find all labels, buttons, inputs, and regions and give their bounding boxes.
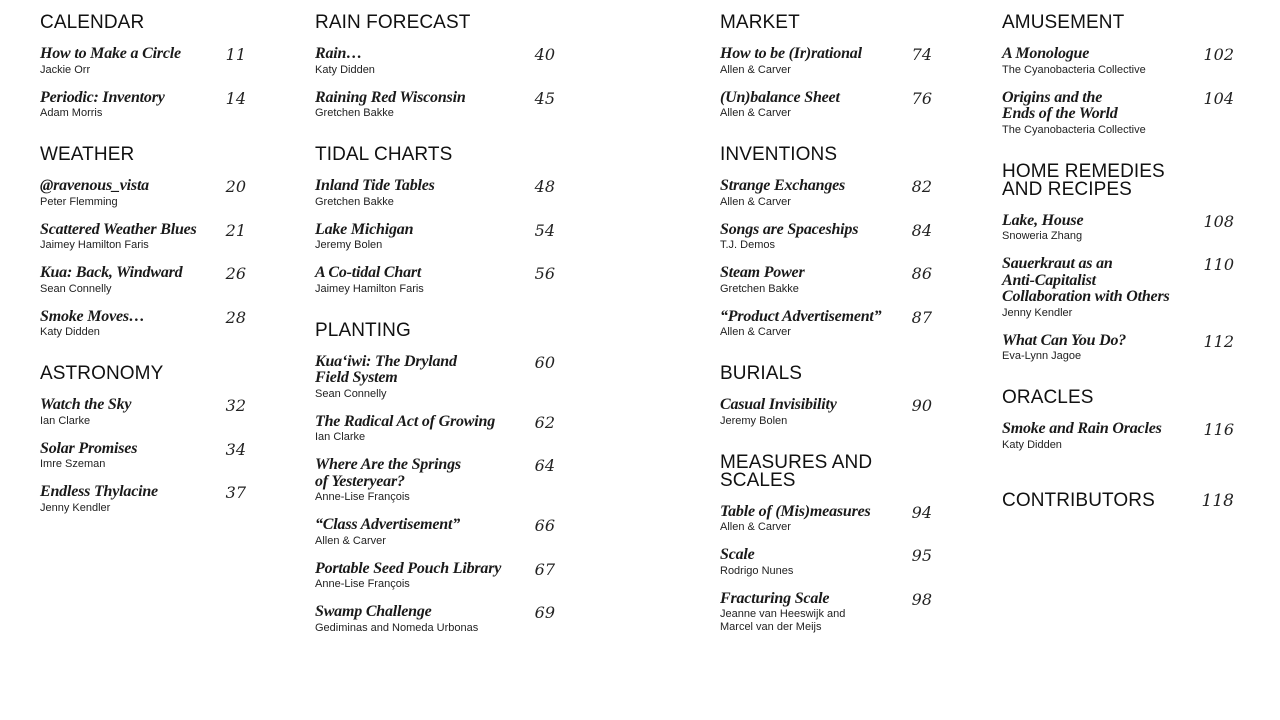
entry-title: A Co-tidal Chart	[315, 264, 422, 281]
entry-page-number: 40	[534, 45, 555, 64]
section-title-calendar: CALENDAR	[40, 12, 145, 33]
toc-entry	[720, 591, 932, 635]
entry-title: Smoke and Rain Oracles	[1002, 420, 1162, 437]
toc-section	[720, 365, 932, 428]
toc-entry	[720, 504, 932, 535]
entry-title: Table of (Mis)measures	[720, 502, 871, 520]
toc-entry	[315, 457, 555, 504]
entry-author: Jenny Kendler	[1002, 306, 1073, 319]
entry-author: Allen & Carver	[720, 326, 791, 338]
entry-author: Allen & Carver	[720, 521, 791, 533]
entry-author: Ian Clarke	[315, 431, 366, 443]
entry-page-number: 34	[225, 439, 246, 459]
entry-title: Songs are Spaceships	[720, 220, 859, 238]
entry-page-number: 94	[911, 502, 932, 522]
toc-entry	[720, 397, 932, 428]
toc-entry	[315, 222, 555, 253]
section-title-measures-and-scales: MEASURES AND SCALES	[720, 451, 873, 491]
section-title-astronomy: ASTRONOMY	[40, 363, 164, 384]
toc-entry	[1002, 90, 1234, 137]
toc-section	[1002, 489, 1234, 511]
section-title-inventions: INVENTIONS	[720, 144, 838, 165]
entry-page-number: 95	[911, 546, 932, 565]
entry-page-number: 20	[225, 177, 246, 196]
entry-page-number: 67	[534, 559, 555, 579]
toc-entry	[40, 222, 246, 253]
toc-entry	[720, 309, 932, 340]
entry-page-number: 14	[225, 88, 246, 108]
toc-entry	[1002, 256, 1234, 320]
toc-entry	[315, 46, 555, 77]
entry-title: Smoke Moves…	[40, 307, 145, 325]
toc-entry	[40, 309, 246, 340]
entry-author: Eva-Lynn Jagoe	[1002, 350, 1082, 362]
entry-title: (Un)balance Sheet	[720, 88, 840, 106]
entry-author: Anne-Lise François	[315, 578, 410, 590]
toc-entry	[315, 178, 555, 209]
entry-author: Jenny Kendler	[40, 501, 111, 514]
entry-page-number: 28	[225, 307, 246, 327]
toc-column-4	[1002, 14, 1234, 524]
toc-section	[40, 146, 246, 339]
toc-entry	[720, 222, 932, 253]
entry-author: Anne-Lise François	[315, 491, 410, 503]
entry-author: Jeremy Bolen	[720, 414, 788, 427]
toc-entry	[1002, 46, 1234, 77]
entry-author: Ian Clarke	[40, 414, 91, 427]
toc-entry	[40, 265, 246, 296]
entry-author: T.J. Demos	[720, 239, 776, 251]
toc-entry	[1002, 421, 1234, 452]
toc-entry	[315, 354, 555, 401]
entry-author: Jackie Orr	[40, 63, 91, 76]
toc-entry	[720, 265, 932, 296]
entry-author: Adam Morris	[40, 107, 103, 119]
entry-title: The Radical Act of Growing	[315, 412, 495, 430]
entry-page-number: 98	[911, 589, 932, 609]
entry-page-number: 69	[534, 603, 555, 622]
entry-title: How to be (Ir)rational	[720, 45, 862, 62]
toc-entry	[40, 397, 246, 428]
entry-author: Jaimey Hamilton Faris	[40, 239, 149, 251]
toc-entry	[315, 561, 555, 592]
entry-page-number: 37	[225, 483, 246, 502]
entry-page-number: 32	[225, 396, 246, 415]
entry-page-number: 110	[1203, 255, 1234, 274]
entry-title: Watch the Sky	[40, 396, 132, 413]
entry-author: Jeremy Bolen	[315, 239, 383, 251]
toc-column-3	[720, 14, 932, 634]
entry-author: Rodrigo Nunes	[720, 564, 794, 577]
entry-author: Allen & Carver	[720, 63, 791, 76]
entry-author: Gretchen Bakke	[315, 107, 394, 119]
toc-entry	[315, 517, 555, 548]
entry-page-number: 87	[911, 307, 932, 327]
entry-title: @ravenous_vista	[40, 177, 149, 194]
entry-title: A Monologue	[1002, 45, 1090, 62]
toc-entry	[40, 178, 246, 209]
entry-author: Gretchen Bakke	[720, 282, 799, 295]
entry-title: Scale	[720, 546, 755, 563]
toc-section	[1002, 14, 1234, 137]
entry-title: Casual Invisibility	[720, 396, 837, 413]
entry-page-number: 26	[225, 264, 246, 283]
entry-author: Katy Didden	[40, 326, 100, 338]
entry-page-number: 86	[911, 264, 932, 283]
toc-section	[315, 14, 555, 120]
toc-column-2	[315, 14, 555, 635]
toc-entry	[1002, 333, 1234, 364]
toc-entry	[720, 46, 932, 77]
section-title-burials: BURIALS	[720, 363, 803, 384]
entry-title: “Product Advertisement”	[720, 307, 882, 325]
entry-author: Allen & Carver	[720, 107, 791, 119]
entry-page-number: 62	[534, 412, 555, 432]
entry-page-number: 66	[534, 516, 555, 535]
section-title-market: MARKET	[720, 12, 800, 33]
entry-title: What Can You Do?	[1002, 331, 1127, 349]
entry-author: Allen & Carver	[720, 195, 791, 208]
entry-page-number: 21	[225, 220, 246, 240]
toc-entry	[315, 90, 555, 121]
entry-title: Periodic: Inventory	[40, 88, 165, 106]
entry-page-number: 90	[911, 396, 932, 415]
entry-page-number: 48	[534, 177, 555, 196]
entry-title: Endless Thylacine	[40, 483, 158, 500]
entry-author: Katy Didden	[1002, 438, 1062, 451]
toc-entry	[720, 90, 932, 121]
entry-author: Sean Connelly	[315, 387, 387, 400]
entry-author: Allen & Carver	[315, 534, 386, 547]
entry-page-number: 104	[1203, 88, 1234, 108]
entry-title: Scattered Weather Blues	[40, 220, 197, 238]
toc-section	[1002, 389, 1234, 452]
entry-title: Where Are the Springs of Yesteryear?	[315, 456, 461, 490]
entry-author: Gretchen Bakke	[315, 195, 394, 208]
entry-author: Sean Connelly	[40, 282, 112, 295]
entry-author: Peter Flemming	[40, 195, 118, 208]
section-title-contributors	[1002, 489, 1234, 511]
contributors-page-number: 118	[1201, 490, 1234, 511]
entry-title: Sauerkraut as an Anti-Capitalist Collaboration with Others	[1002, 255, 1170, 305]
entry-page-number: 54	[534, 220, 555, 240]
entry-title: Raining Red Wisconsin	[315, 88, 466, 106]
toc-section	[720, 14, 932, 120]
entry-page-number: 102	[1203, 45, 1234, 64]
entry-page-number: 84	[911, 220, 932, 240]
contributors-label: CONTRIBUTORS	[1002, 489, 1155, 511]
entry-page-number: 108	[1203, 211, 1234, 231]
entry-author: The Cyanobacteria Collective	[1002, 123, 1146, 136]
section-title-rain-forecast: RAIN FORECAST	[315, 12, 471, 33]
section-title-planting: PLANTING	[315, 319, 411, 341]
entry-title: Lake Michigan	[315, 220, 414, 238]
entry-author: Snoweria Zhang	[1002, 230, 1083, 242]
entry-title: Swamp Challenge	[315, 603, 432, 620]
toc-entry	[315, 414, 555, 445]
entry-title: Inland Tide Tables	[315, 177, 435, 194]
toc-entry	[40, 441, 246, 472]
entry-title: Lake, House	[1002, 211, 1084, 229]
entry-title: Origins and the Ends of the World	[1002, 88, 1118, 122]
entry-page-number: 82	[911, 177, 932, 196]
section-title-home-remedies-and-recipes: HOME REMEDIES AND RECIPES	[1002, 160, 1165, 200]
entry-author: Gediminas and Nomeda Urbonas	[315, 621, 479, 634]
toc-entry	[315, 265, 555, 296]
entry-author: Katy Didden	[315, 63, 375, 76]
entry-author: Jeanne van Heeswijk and Marcel van der Meijs	[720, 608, 846, 633]
entry-page-number: 45	[534, 88, 555, 108]
entry-page-number: 64	[534, 456, 555, 475]
entry-title: How to Make a Circle	[40, 45, 181, 62]
toc-section	[40, 14, 246, 120]
entry-title: Kuaʻiwi: The Dryland Field System	[315, 352, 457, 386]
entry-page-number: 11	[225, 45, 246, 64]
toc-section	[720, 451, 932, 635]
toc-entry	[315, 604, 555, 635]
entry-title: Steam Power	[720, 264, 805, 281]
entry-title: Strange Exchanges	[720, 177, 846, 194]
entry-title: Fracturing Scale	[720, 589, 830, 607]
toc-entry	[1002, 213, 1234, 244]
entry-page-number: 56	[534, 264, 555, 283]
entry-title: Portable Seed Pouch Library	[315, 559, 502, 577]
toc-column-1	[40, 14, 246, 515]
entry-title: “Class Advertisement”	[315, 516, 460, 533]
section-title-weather: WEATHER	[40, 144, 135, 165]
section-title-oracles: ORACLES	[1002, 387, 1094, 408]
toc-entry	[40, 484, 246, 515]
toc-section	[40, 365, 246, 515]
entry-author: Imre Szeman	[40, 458, 106, 470]
toc-entry	[40, 90, 246, 121]
entry-page-number: 60	[534, 352, 555, 372]
toc-section	[315, 319, 555, 635]
entry-title: Kua: Back, Windward	[40, 264, 183, 281]
toc-section	[1002, 160, 1234, 364]
entry-author: Jaimey Hamilton Faris	[315, 282, 424, 295]
toc-entry	[40, 46, 246, 77]
entry-page-number: 112	[1203, 331, 1234, 351]
toc-entry	[720, 178, 932, 209]
entry-page-number: 116	[1203, 420, 1234, 439]
section-title-tidal-charts: TIDAL CHARTS	[315, 144, 453, 165]
entry-page-number: 76	[911, 88, 932, 108]
entry-author: The Cyanobacteria Collective	[1002, 63, 1146, 76]
toc-entry	[720, 547, 932, 578]
section-title-amusement: AMUSEMENT	[1002, 12, 1125, 33]
entry-title: Rain…	[315, 45, 363, 62]
entry-page-number: 74	[911, 45, 932, 64]
toc-section	[315, 146, 555, 296]
entry-title: Solar Promises	[40, 439, 138, 457]
toc-section	[720, 146, 932, 339]
